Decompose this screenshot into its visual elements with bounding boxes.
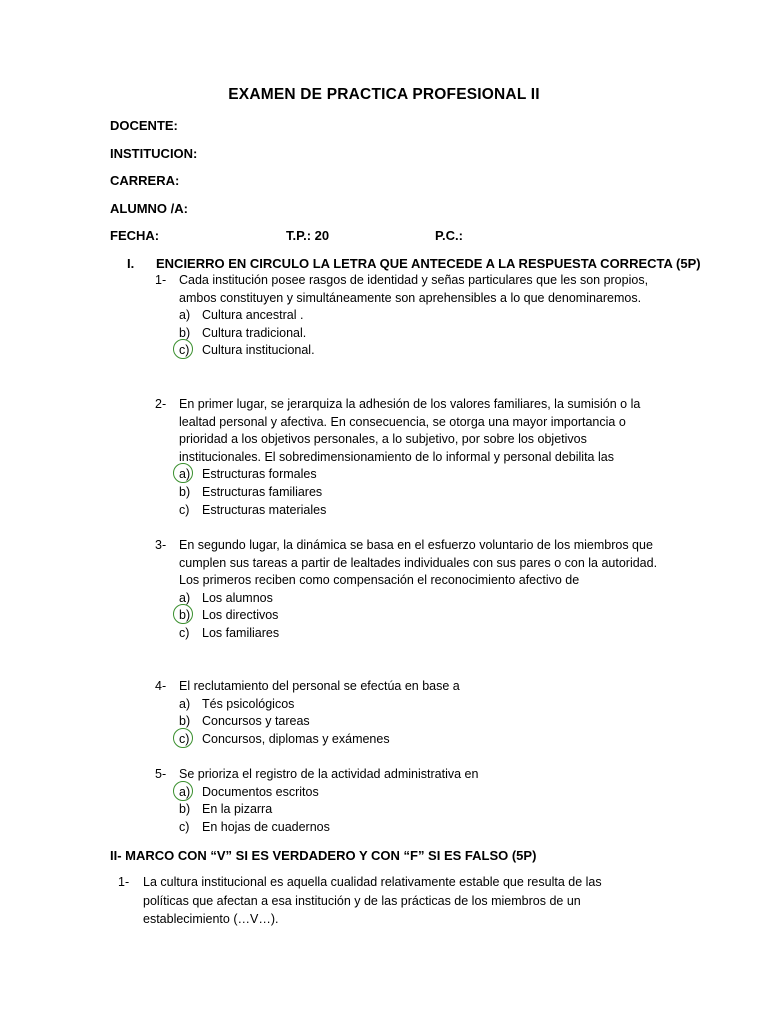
question-number: 2-: [155, 397, 167, 411]
option-b[interactable]: b) En la pizarra: [179, 802, 273, 817]
tf-item-1: [118, 873, 638, 929]
answer-circle-mark: [173, 781, 193, 801]
answer-circle-mark: [173, 463, 193, 483]
option-a[interactable]: a) Documentos escritos: [179, 784, 665, 802]
question-5: [155, 766, 665, 836]
pc-label: P.C.:: [435, 228, 463, 243]
answer-circle-mark: [173, 728, 193, 748]
carrera-label: CARRERA:: [110, 173, 180, 188]
answer-circle-mark: [173, 339, 193, 359]
question-text: El reclutamiento del personal se efectúa en base a: [179, 679, 460, 693]
institucion-label: INSTITUCION:: [110, 146, 198, 161]
section2-heading: II- MARCO CON “V” SI ES VERDADERO Y CON “F” SI ES FALSO (5P): [110, 848, 537, 863]
option-c[interactable]: c) En hojas de cuadernos: [179, 819, 330, 834]
question-text: En primer lugar, se jerarquiza la adhesión de los valores familiares, la sumisión o la lealtad personal y afectiva. En consecuencia, se otorga una mayor importancia o prioridad a los objetivos personales, a lo subjetivo, por sobre los objetivos institucionales. El sobredimensionamiento de lo informal y personal debilita las: [179, 397, 641, 464]
option-a[interactable]: a) Estructuras formales: [179, 466, 665, 484]
option-b[interactable]: b) Los directivos: [179, 607, 665, 625]
exam-title: EXAMEN DE PRACTICA PROFESIONAL II: [228, 86, 540, 103]
fecha-label: FECHA:: [110, 228, 160, 243]
item-number: 1-: [118, 875, 130, 889]
question-3: [155, 537, 665, 643]
question-number: 4-: [155, 679, 167, 693]
option-a[interactable]: a) Cultura ancestral .: [179, 308, 304, 323]
question-text: Cada institución posee rasgos de identidad y señas particulares que les son propios, ambos constituyen y simultáneamente son aprehensibles a lo que denominaremos.: [179, 273, 649, 305]
question-4: [155, 678, 665, 748]
section1-heading: ENCIERRO EN CIRCULO LA LETRA QUE ANTECEDE A LA RESPUESTA CORRECTA (5P): [156, 256, 701, 271]
option-c[interactable]: c) Estructuras materiales: [179, 502, 327, 517]
option-c[interactable]: c) Cultura institucional.: [179, 342, 665, 360]
question-text: En segundo lugar, la dinámica se basa en el esfuerzo voluntario de los miembros que cumplen sus tareas a partir de lealtades individuales con sus pares o con la autoridad. Los primeros reciben como compensación el reconocimiento afectivo de: [179, 538, 658, 588]
option-a[interactable]: a) Tés psicológicos: [179, 696, 295, 711]
answer-circle-mark: [173, 604, 193, 624]
question-number: 3-: [155, 538, 167, 552]
option-c[interactable]: c) Concursos, diplomas y exámenes: [179, 731, 665, 749]
question-text: Se prioriza el registro de la actividad administrativa en: [179, 767, 479, 781]
alumno-label: ALUMNO /A:: [110, 201, 188, 216]
section1-numeral: I.: [127, 256, 135, 271]
question-2: [155, 396, 665, 519]
question-number: 1-: [155, 273, 167, 287]
docente-label: DOCENTE:: [110, 118, 178, 133]
option-b[interactable]: b) Estructuras familiares: [179, 484, 323, 499]
option-b[interactable]: b) Cultura tradicional.: [179, 325, 307, 340]
option-c[interactable]: c) Los familiares: [179, 625, 280, 640]
question-number: 5-: [155, 767, 167, 781]
tp-label: T.P.: 20: [286, 228, 330, 243]
item-text: La cultura institucional es aquella cualidad relativamente estable que resulta de las políticas que afectan a esa institución y de las prácticas de los miembros de un establecimiento (…V…).: [143, 875, 602, 926]
option-b[interactable]: b) Concursos y tareas: [179, 714, 310, 729]
option-a[interactable]: a) Los alumnos: [179, 590, 273, 605]
question-1: [155, 272, 665, 360]
